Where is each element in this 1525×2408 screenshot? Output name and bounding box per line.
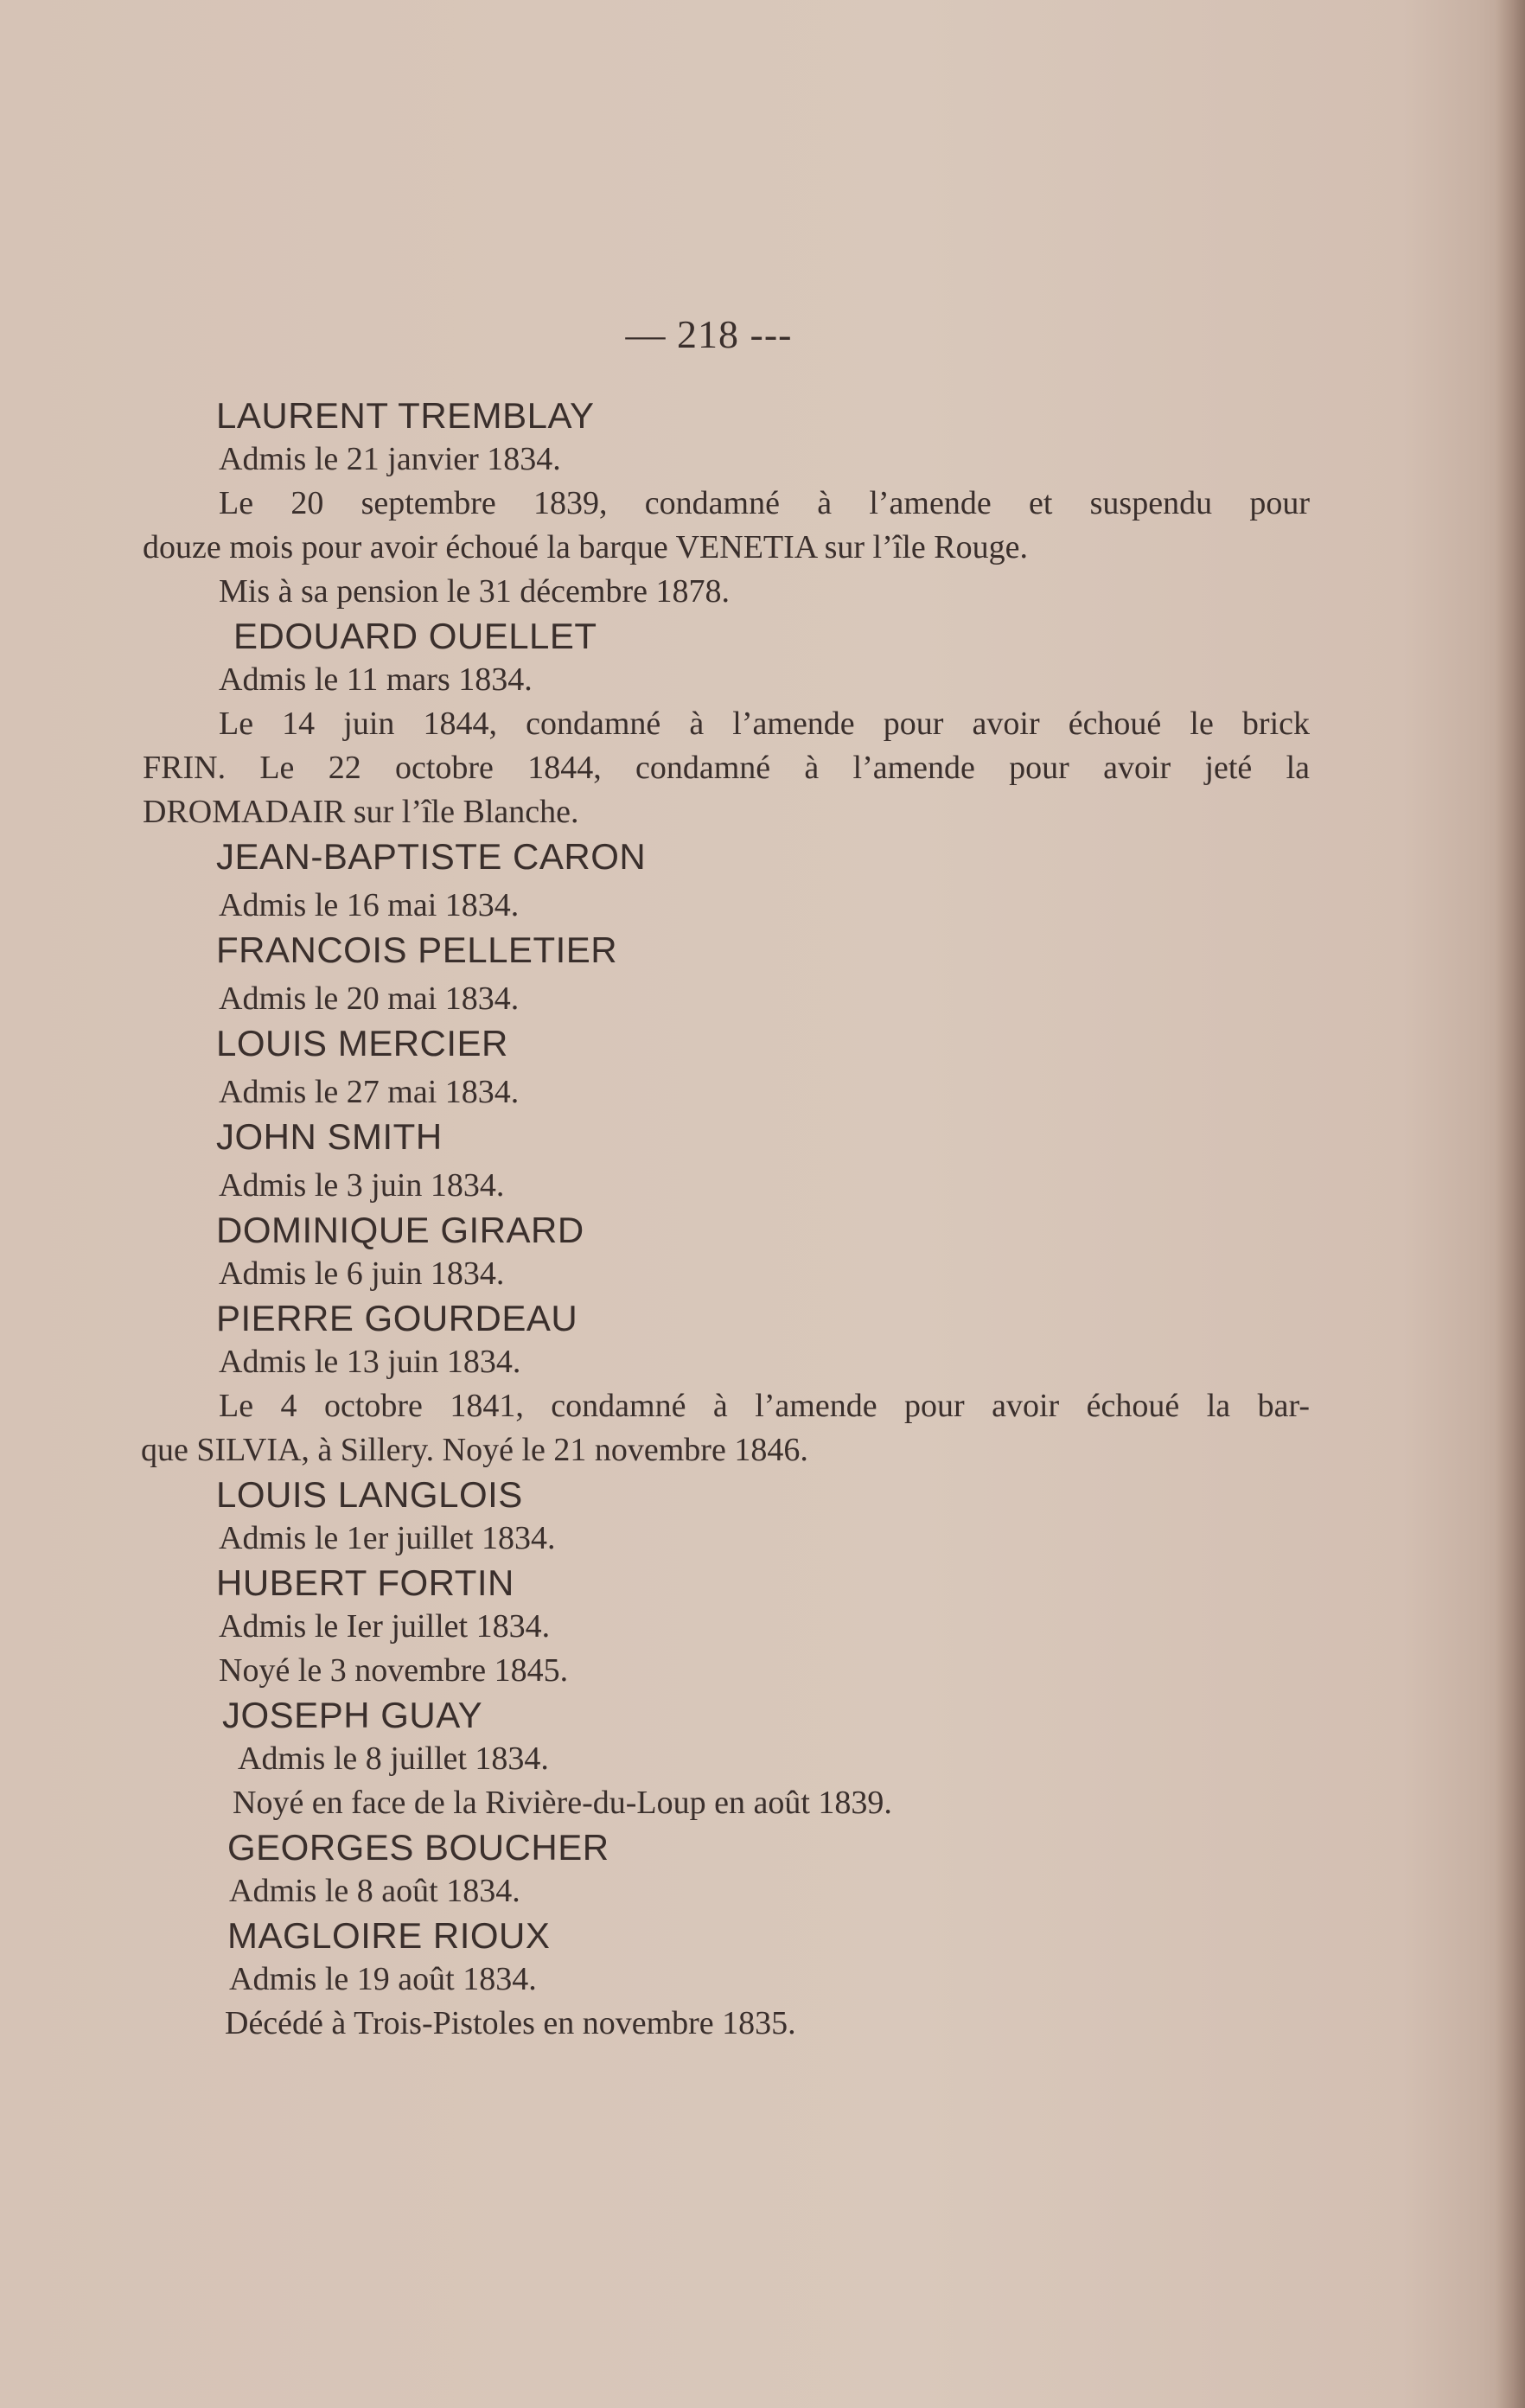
entry-admission: Admis le 3 juin 1834.: [219, 1167, 505, 1204]
entry-admission: Admis le 20 mai 1834.: [219, 980, 520, 1017]
entry-name: DOMINIQUE GIRARD: [216, 1210, 584, 1250]
register-list: [143, 393, 1310, 2046]
entry-name: LOUIS MERCIER: [216, 1023, 508, 1063]
entry-name: GEORGES BOUCHER: [227, 1827, 609, 1868]
entry-note: Le 20 septembre 1839, condamné à l’amende et suspendu pour: [219, 485, 1310, 521]
entry-name: LOUIS LANGLOIS: [216, 1474, 523, 1515]
entry-admission: Admis le 8 août 1834.: [229, 1873, 520, 1909]
entry-note: Noyé le 3 novembre 1845.: [219, 1652, 569, 1689]
entry-name: HUBERT FORTIN: [216, 1562, 514, 1603]
entry-note: Mis à sa pension le 31 décembre 1878.: [219, 573, 730, 610]
entry-name: JOSEPH GUAY: [222, 1695, 483, 1735]
entry-name: PIERRE GOURDEAU: [216, 1298, 578, 1338]
entry-admission: Admis le 16 mai 1834.: [219, 887, 520, 923]
entry-name: EDOUARD OUELLET: [233, 616, 597, 656]
page-edge: [1496, 0, 1525, 2408]
entry-name: LAURENT TREMBLAY: [216, 395, 595, 436]
entry-admission: Admis le 19 août 1834.: [229, 1961, 537, 1997]
entry-name: JOHN SMITH: [216, 1116, 443, 1157]
entry-admission: Admis le 27 mai 1834.: [219, 1074, 520, 1110]
entry-note: Décédé à Trois-Pistoles en novembre 1835.: [225, 2005, 796, 2041]
entry-admission: Admis le 6 juin 1834.: [219, 1255, 505, 1292]
entry-note: Le 14 juin 1844, condamné à l’amende pour avoir échoué le brick: [219, 706, 1310, 742]
entry-note-cont: que SILVIA, à Sillery. Noyé le 21 novembre 1846.: [141, 1432, 808, 1468]
entry-name: MAGLOIRE RIOUX: [227, 1915, 551, 1956]
entry-note-cont: DROMADAIR sur l’île Blanche.: [143, 794, 579, 830]
entry-admission: Admis le Ier juillet 1834.: [219, 1608, 551, 1645]
entry-note-cont: douze mois pour avoir échoué la barque VENETIA sur l’île Rouge.: [143, 529, 1028, 565]
entry-admission: Admis le 21 janvier 1834.: [219, 441, 561, 477]
entry-name: FRANCOIS PELLETIER: [216, 929, 618, 970]
page-number: — 218 ---: [625, 312, 793, 356]
entry-note-cont: FRIN. Le 22 octobre 1844, condamné à l’amende pour avoir jeté la: [143, 750, 1310, 786]
entry-admission: Admis le 1er juillet 1834.: [219, 1520, 556, 1556]
entry-admission: Admis le 11 mars 1834.: [219, 661, 533, 698]
entry-admission: Admis le 13 juin 1834.: [219, 1344, 521, 1380]
entry-admission: Admis le 8 juillet 1834.: [238, 1741, 549, 1777]
entry-name: JEAN-BAPTISTE CARON: [216, 836, 647, 877]
entry-note: Noyé en face de la Rivière-du-Loup en août 1839.: [233, 1785, 892, 1821]
entry-note: Le 4 octobre 1841, condamné à l’amende pour avoir échoué la bar-: [219, 1388, 1310, 1424]
